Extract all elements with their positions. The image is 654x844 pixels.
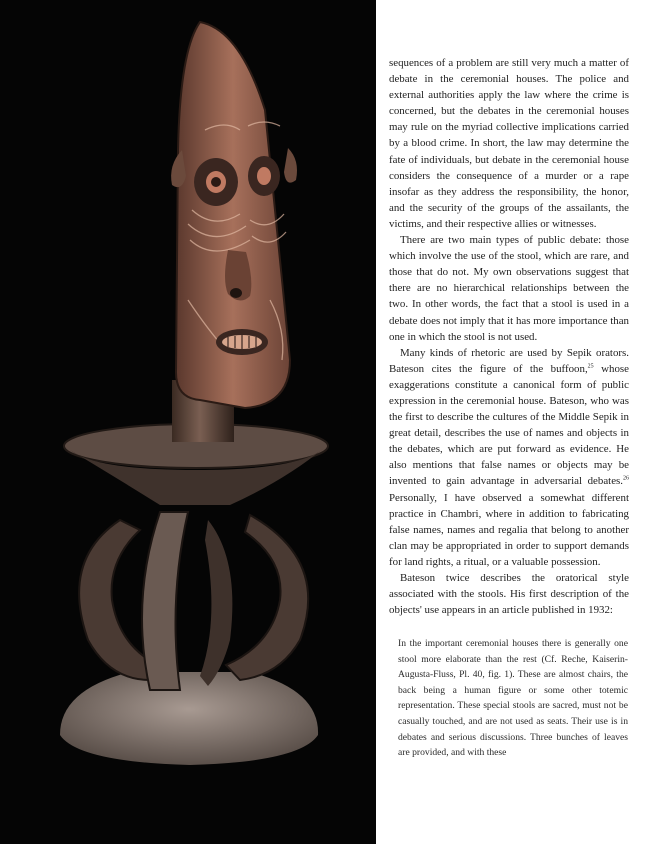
- body-text: [389, 55, 629, 618]
- paragraph: There are two main types of public debate: those which involve the use of the stool, which are rare, and those that do not. My own observations suggest that there are no hierarchical relationships between the two. In other words, the fact that a stool is used in a debate does not imply that it has more importance than one in which the stool is not used.: [389, 234, 629, 343]
- stool-leg-back: [200, 520, 232, 686]
- block-quote: In the important ceremonial houses there is generally one stool more elaborate than the rest (Cf. Reche, Kaiserin-Augusta-Fluss, Pl. 40, fig. 1). These are almost chairs, the back being a human figure or some other totemic representation. These special stools are sacred, must not be casually touched, and are not used as seats. Their use is in debates and serious discussions. Three bunches of leaves are provided, and with these: [398, 638, 628, 759]
- figure-ear-right: [284, 148, 297, 183]
- paragraph: sequences of a problem are still very much a matter of debate in the ceremonial houses. The police and external authorities apply the law where the crime is concerned, but the debates in the ceremonial houses may rule on the myriad collective implications carried by a blood crime. In short, the law may determine the fate of individuals, but debate in the ceremonial house considers the consequence of a murder or a rape insofar as they address the responsibility, the honor, and the security of the groups of the assailants, the victims, and their respective allies or witnesses.: [389, 57, 629, 230]
- paragraph: Many kinds of rhetoric are used by Sepik orators. Bateson cites the figure of the buffoon,$^{25}$ whose exaggerations constitute a canonical form of public expression in the ceremonial house. Bateson, who was the first to describe the cultures of the Middle Sepik in great detail, describes the use of names and objects in the debates, which are put forward as evidence. He also mentions that false names or objects may be invented to gain advantage in adversarial debates.$^{26}$ Personally, I have observed a somewhat different practice in Chambri, where in addition to fabricating false names, names and regalia that belong to another clan may be appropriated in order to support demands for land rights, a ritual, or a valuable possession.: [389, 346, 629, 568]
- footnote-ref[interactable]: 26: [623, 475, 629, 482]
- paragraph: Bateson twice describes the oratorical style associated with the stools. His first description of the objects' use appears in an article published in 1932:: [389, 572, 629, 617]
- stool-leg-front: [142, 512, 188, 690]
- stool-base: [60, 672, 318, 765]
- footnote-ref[interactable]: 25: [587, 363, 594, 370]
- stool-leg-right: [226, 515, 308, 680]
